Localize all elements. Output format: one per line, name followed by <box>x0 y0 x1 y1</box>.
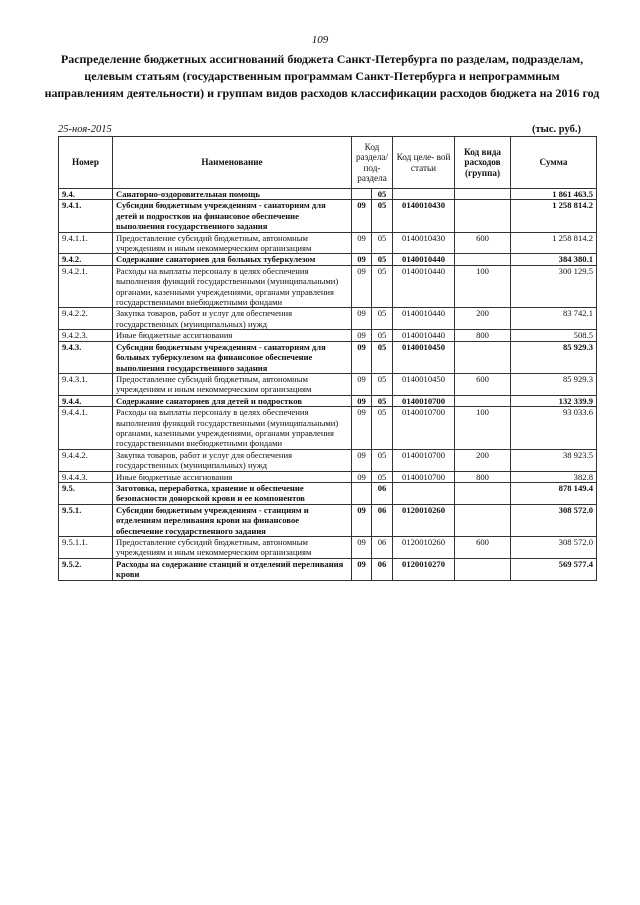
table-row <box>59 330 597 341</box>
row-name: Субсидии бюджетным учреждениям - станциям и отделениям переливания крови на финансовое обеспечение государственного задания <box>113 504 352 536</box>
row-subsection: 05 <box>372 407 393 450</box>
header-name: Наименование <box>113 137 352 189</box>
row-target: 0120010260 <box>393 537 455 559</box>
row-amount: 384 380.1 <box>511 254 597 265</box>
row-target: 0140010440 <box>393 254 455 265</box>
row-section: 09 <box>352 341 372 373</box>
row-number: 9.4.4.3. <box>59 471 113 482</box>
row-type <box>455 558 511 580</box>
row-subsection: 05 <box>372 308 393 330</box>
table-row <box>59 308 597 330</box>
row-number: 9.5.1.1. <box>59 537 113 559</box>
row-section: 09 <box>352 537 372 559</box>
row-amount: 1 861 463.5 <box>511 189 597 200</box>
row-amount: 93 033.6 <box>511 407 597 450</box>
row-amount: 508.5 <box>511 330 597 341</box>
row-target: 0140010430 <box>393 232 455 254</box>
row-number: 9.5.1. <box>59 504 113 536</box>
row-subsection: 05 <box>372 471 393 482</box>
row-amount: 300 129.5 <box>511 265 597 308</box>
row-type <box>455 341 511 373</box>
row-name: Санаторно-оздоровительная помощь <box>113 189 352 200</box>
row-target: 0120010270 <box>393 558 455 580</box>
row-section: 09 <box>352 308 372 330</box>
row-number: 9.4.1. <box>59 200 113 232</box>
row-subsection: 06 <box>372 537 393 559</box>
row-section: 09 <box>352 232 372 254</box>
row-amount: 878 149.4 <box>511 482 597 504</box>
row-subsection: 05 <box>372 373 393 395</box>
row-type <box>455 504 511 536</box>
table-row <box>59 558 597 580</box>
table-header-row <box>59 137 597 189</box>
row-name: Субсидии бюджетным учреждениям - санаториям для детей и подростков на финансовое обеспечение выполнения государственного задания <box>113 200 352 232</box>
row-section: 09 <box>352 373 372 395</box>
header-type: Код вида расходов (группа) <box>455 137 511 189</box>
table-row <box>59 265 597 308</box>
row-number: 9.4.4.1. <box>59 407 113 450</box>
row-target: 0140010430 <box>393 200 455 232</box>
row-name: Субсидии бюджетным учреждениям - санаториям для больных туберкулезом на финансовое обеспечение выполнения государственного задания <box>113 341 352 373</box>
row-section <box>352 482 372 504</box>
row-name: Закупка товаров, работ и услуг для обеспечения государственных (муниципальных) нужд <box>113 308 352 330</box>
row-name: Расходы на выплаты персоналу в целях обеспечения выполнения функций государственными (муниципальными) органами, казенными учреждениями, органами управления государственными внебюджетными фондами <box>113 265 352 308</box>
table-row <box>59 232 597 254</box>
row-subsection: 06 <box>372 482 393 504</box>
budget-table <box>58 136 597 581</box>
table-row <box>59 341 597 373</box>
row-amount: 132 339.9 <box>511 395 597 406</box>
table-body <box>59 189 597 581</box>
row-type: 600 <box>455 373 511 395</box>
row-type: 200 <box>455 308 511 330</box>
units-label: (тыс. руб.) <box>532 124 581 135</box>
row-type: 800 <box>455 471 511 482</box>
row-section: 09 <box>352 254 372 265</box>
row-name: Закупка товаров, работ и услуг для обеспечения государственных (муниципальных) нужд <box>113 449 352 471</box>
row-type: 800 <box>455 330 511 341</box>
table-row <box>59 471 597 482</box>
row-section: 09 <box>352 265 372 308</box>
row-subsection: 05 <box>372 341 393 373</box>
table-row <box>59 200 597 232</box>
row-name: Предоставление субсидий бюджетным, автономным учреждениям и иным некоммерческим организациям <box>113 537 352 559</box>
row-amount: 1 258 814.2 <box>511 200 597 232</box>
document-date: 25-ноя-2015 <box>58 124 112 135</box>
table-row <box>59 407 597 450</box>
table-row <box>59 482 597 504</box>
table-row <box>59 537 597 559</box>
row-name: Иные бюджетные ассигнования <box>113 330 352 341</box>
row-target: 0140010700 <box>393 395 455 406</box>
row-amount: 85 929.3 <box>511 373 597 395</box>
row-name: Содержание санаториев для детей и подростков <box>113 395 352 406</box>
row-subsection: 05 <box>372 395 393 406</box>
row-name: Содержание санаториев для больных туберкулезом <box>113 254 352 265</box>
row-type: 600 <box>455 232 511 254</box>
row-subsection: 06 <box>372 558 393 580</box>
row-amount: 569 577.4 <box>511 558 597 580</box>
row-name: Заготовка, переработка, хранение и обеспечение безопасности донорской крови и ее компонентов <box>113 482 352 504</box>
row-name: Предоставление субсидий бюджетным, автономным учреждениям и иным некоммерческим организациям <box>113 373 352 395</box>
row-section: 09 <box>352 330 372 341</box>
row-target: 0140010700 <box>393 471 455 482</box>
row-section: 09 <box>352 504 372 536</box>
row-name: Расходы на выплаты персоналу в целях обеспечения выполнения функций государственными (муниципальными) органами, казенными учреждениями, органами управления государственными внебюджетными фондами <box>113 407 352 450</box>
row-target: 0140010440 <box>393 265 455 308</box>
row-number: 9.4. <box>59 189 113 200</box>
row-section: 09 <box>352 449 372 471</box>
header-num: Номер <box>59 137 113 189</box>
row-section: 09 <box>352 395 372 406</box>
row-number: 9.4.2. <box>59 254 113 265</box>
row-amount: 83 742.1 <box>511 308 597 330</box>
row-type: 100 <box>455 265 511 308</box>
row-amount: 1 258 814.2 <box>511 232 597 254</box>
row-name: Расходы на содержание станций и отделений переливания крови <box>113 558 352 580</box>
row-subsection: 06 <box>372 504 393 536</box>
row-target: 0140010450 <box>393 373 455 395</box>
table-row <box>59 395 597 406</box>
row-subsection: 05 <box>372 265 393 308</box>
row-number: 9.4.4.2. <box>59 449 113 471</box>
table-row <box>59 189 597 200</box>
row-target: 0140010450 <box>393 341 455 373</box>
row-target: 0140010440 <box>393 330 455 341</box>
table-row <box>59 373 597 395</box>
row-subsection: 05 <box>372 232 393 254</box>
row-number: 9.4.3. <box>59 341 113 373</box>
row-subsection: 05 <box>372 189 393 200</box>
page-number: 109 <box>311 34 329 46</box>
row-target: 0120010260 <box>393 504 455 536</box>
row-amount: 382.8 <box>511 471 597 482</box>
row-type <box>455 482 511 504</box>
row-section: 09 <box>352 471 372 482</box>
row-type <box>455 254 511 265</box>
row-subsection: 05 <box>372 254 393 265</box>
row-subsection: 05 <box>372 330 393 341</box>
row-section: 09 <box>352 407 372 450</box>
header-amount: Сумма <box>511 137 597 189</box>
row-target: 0140010440 <box>393 308 455 330</box>
row-type: 100 <box>455 407 511 450</box>
row-amount: 38 923.5 <box>511 449 597 471</box>
row-type <box>455 200 511 232</box>
row-name: Иные бюджетные ассигнования <box>113 471 352 482</box>
row-type <box>455 189 511 200</box>
document-title: Распределение бюджетных ассигнований бюджета Санкт-Петербурга по разделам, подразделам, целевым статьям (государственным программам Санкт-Петербурга и непрограммным направлениям деятельности) и группам видов расходов классификации расходов бюджета на 2016 год <box>44 52 600 100</box>
row-number: 9.5. <box>59 482 113 504</box>
row-subsection: 05 <box>372 449 393 471</box>
row-amount: 308 572.0 <box>511 504 597 536</box>
row-number: 9.4.2.3. <box>59 330 113 341</box>
row-number: 9.4.2.2. <box>59 308 113 330</box>
row-amount: 308 572.0 <box>511 537 597 559</box>
row-amount: 85 929.3 <box>511 341 597 373</box>
row-section <box>352 189 372 200</box>
header-target: Код целе- вой статьи <box>393 137 455 189</box>
row-target <box>393 189 455 200</box>
row-number: 9.4.2.1. <box>59 265 113 308</box>
row-number: 9.4.1.1. <box>59 232 113 254</box>
table-row <box>59 254 597 265</box>
header-section: Код раздела/ под- раздела <box>352 137 393 189</box>
row-section: 09 <box>352 200 372 232</box>
row-target: 0140010700 <box>393 449 455 471</box>
row-name: Предоставление субсидий бюджетным, автономным учреждениям и иным некоммерческим организациям <box>113 232 352 254</box>
row-number: 9.4.4. <box>59 395 113 406</box>
table-row <box>59 504 597 536</box>
row-target: 0140010700 <box>393 407 455 450</box>
table-row <box>59 449 597 471</box>
row-number: 9.4.3.1. <box>59 373 113 395</box>
row-subsection: 05 <box>372 200 393 232</box>
row-type <box>455 395 511 406</box>
row-target <box>393 482 455 504</box>
row-number: 9.5.2. <box>59 558 113 580</box>
row-type: 200 <box>455 449 511 471</box>
row-type: 600 <box>455 537 511 559</box>
row-section: 09 <box>352 558 372 580</box>
